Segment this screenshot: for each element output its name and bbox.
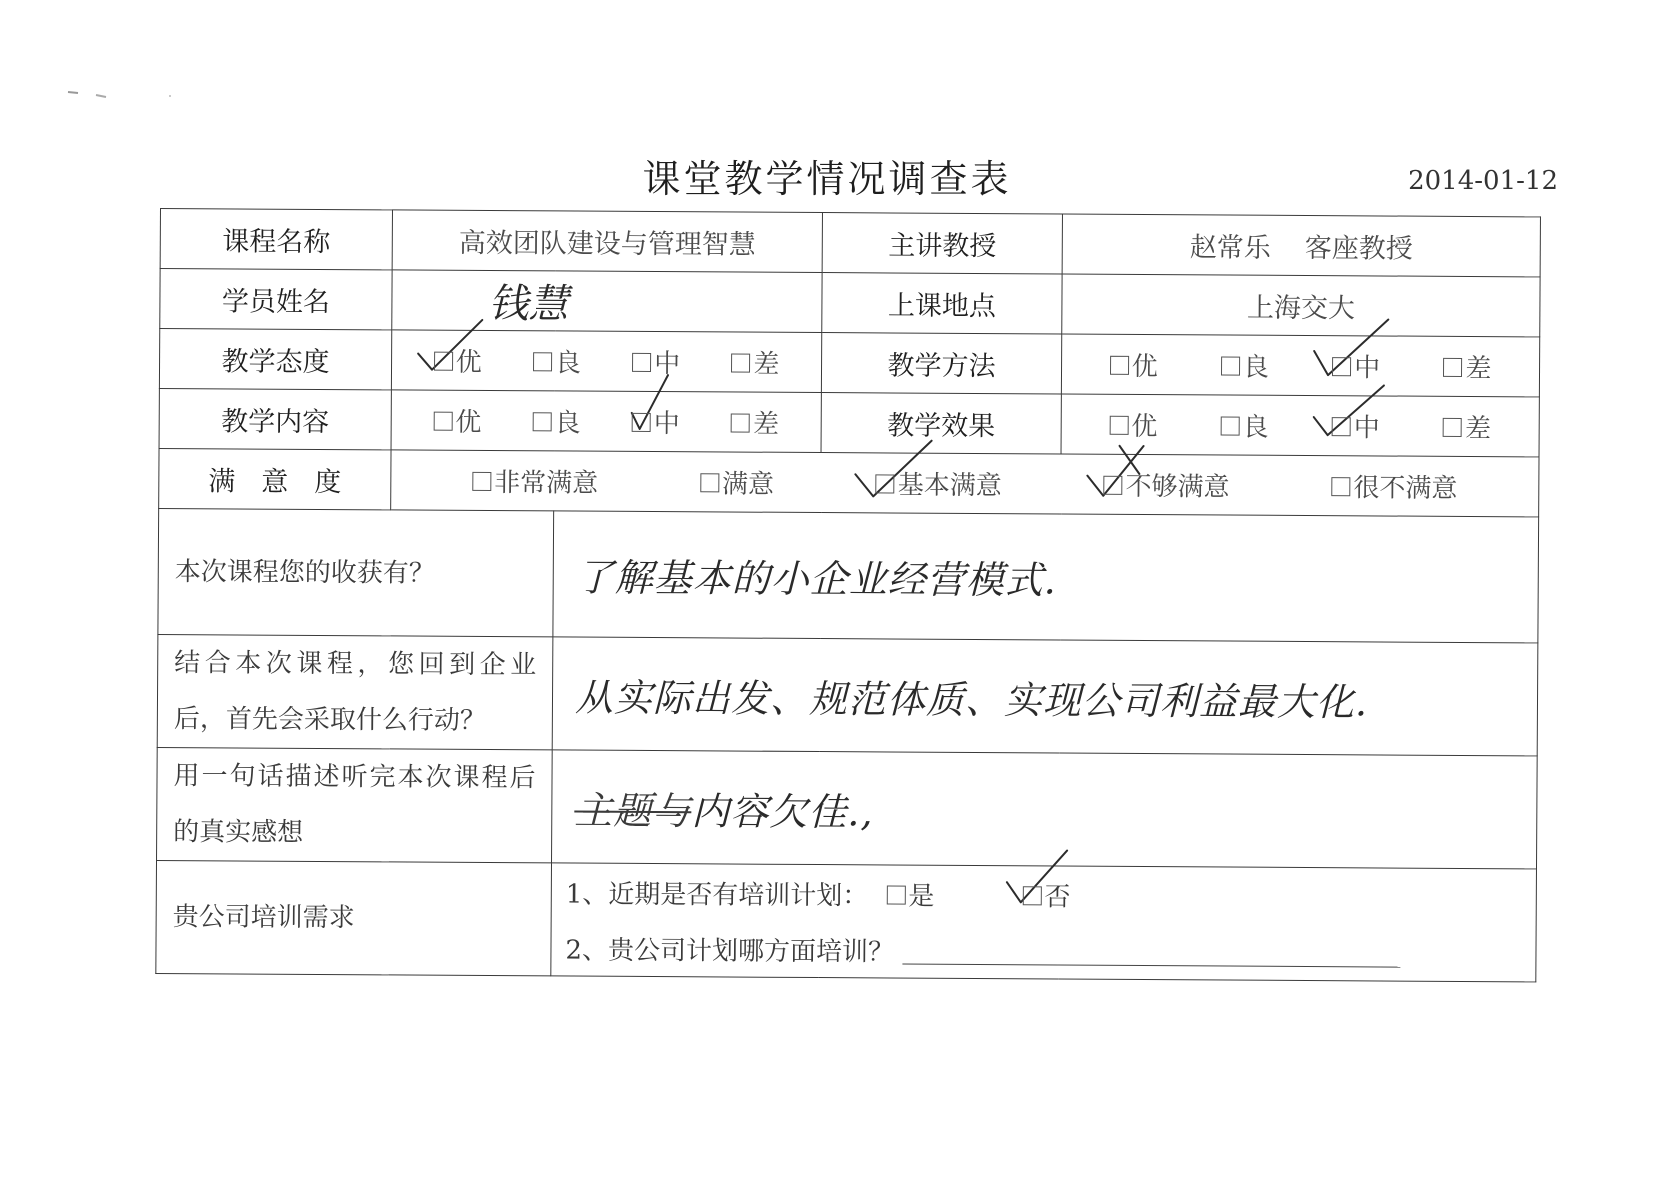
effect-option-3[interactable]: 中: [1332, 407, 1380, 444]
method-option-1[interactable]: 优: [1110, 346, 1158, 383]
checkbox-icon: [700, 473, 719, 492]
row-satisfaction: [159, 448, 1539, 516]
feeling-answer-text: 内容欠佳.,: [691, 788, 874, 834]
scan-speck-marks: [66, 88, 186, 108]
method-option-4[interactable]: 差: [1443, 348, 1491, 385]
satisfaction-option-5[interactable]: 很不满意: [1331, 467, 1457, 505]
training-q2-text: 2、贵公司计划哪方面培训？: [565, 934, 895, 967]
student-name-handwritten: 钱慧: [392, 270, 822, 333]
teaching-method-options: [1061, 334, 1539, 397]
teaching-effect-options: [1061, 394, 1539, 457]
effect-option-2[interactable]: 良: [1220, 406, 1268, 443]
course-name-value: 高效团队建设与管理智慧: [392, 210, 822, 273]
training-q2: [551, 919, 1535, 981]
satisfaction-label: 满意度: [159, 448, 391, 509]
training-needs-answers: [551, 863, 1537, 982]
checkbox-icon: [1220, 416, 1239, 435]
row-action: [157, 634, 1538, 755]
attitude-option-2[interactable]: 良: [533, 342, 581, 379]
form-date: 2014-01-12: [1408, 166, 1558, 196]
checkbox-icon: [1110, 356, 1129, 375]
training-q1-option-no[interactable]: 否: [1022, 876, 1070, 913]
row-student: [160, 269, 1540, 337]
content-option-2[interactable]: 良: [532, 402, 580, 439]
training-q1-text: 1、近期是否有培训计划：: [565, 878, 869, 911]
teaching-method-label: 教学方法: [821, 333, 1061, 394]
checkbox-icon: [1331, 477, 1350, 496]
checkbox-icon: [731, 413, 750, 432]
survey-table: [155, 208, 1541, 982]
survey-sheet: [155, 208, 1540, 1029]
checkbox-icon: [533, 352, 552, 371]
feeling-answer-handwritten: [552, 750, 1538, 869]
lecturer-title: 客座教授: [1304, 232, 1413, 265]
checkbox-icon: [1332, 417, 1351, 436]
checkbox-icon: [632, 413, 651, 432]
satisfaction-option-2[interactable]: 满意: [700, 463, 774, 500]
teaching-content-options: [391, 390, 821, 453]
checkbox-icon: [1104, 476, 1123, 495]
method-option-2[interactable]: 良: [1221, 346, 1269, 383]
effect-option-1[interactable]: 优: [1109, 406, 1157, 443]
gains-answer-handwritten: 了解基本的小企业经营模式.: [553, 511, 1539, 643]
checkbox-icon: [876, 474, 895, 493]
checkbox-icon: [1022, 886, 1041, 905]
effect-option-4[interactable]: 差: [1443, 408, 1491, 445]
training-needs-label: 贵公司培训需求: [156, 860, 552, 975]
content-option-4[interactable]: 差: [731, 403, 779, 440]
checkbox-icon: [533, 412, 552, 431]
student-name-label: 学员姓名: [160, 269, 392, 330]
attitude-option-3[interactable]: 中: [632, 343, 680, 380]
checkbox-icon: [433, 412, 452, 431]
satisfaction-option-1[interactable]: 非常满意: [472, 462, 598, 500]
checkbox-icon: [632, 353, 651, 372]
lecturer-name: 赵常乐: [1189, 232, 1271, 264]
checkbox-icon: [1443, 418, 1462, 437]
feeling-question: 用一句话描述听完本次课程后的真实感想: [157, 747, 553, 862]
method-option-3[interactable]: 中: [1332, 347, 1380, 384]
gains-question: 本次课程您的收获有？: [158, 508, 554, 636]
teaching-attitude-label: 教学态度: [159, 329, 391, 390]
course-name-label: 课程名称: [160, 209, 392, 270]
content-option-3[interactable]: 中: [632, 403, 680, 440]
row-training: [156, 860, 1537, 981]
attitude-option-1[interactable]: 优: [434, 342, 482, 379]
satisfaction-option-4[interactable]: 不够满意: [1103, 466, 1229, 504]
location-value: 上海交大: [1062, 274, 1540, 337]
training-q1-option-yes[interactable]: 是: [886, 875, 934, 912]
checkbox-icon: [472, 472, 491, 491]
row-attitude-method: [159, 329, 1539, 397]
struck-out-text: 主题与: [574, 788, 692, 833]
checkbox-icon: [1221, 356, 1240, 375]
checkbox-icon: [1332, 357, 1351, 376]
action-answer-handwritten: 从实际出发、规范体质、实现公司利益最大化.: [552, 637, 1538, 756]
satisfaction-option-3[interactable]: 基本满意: [876, 464, 1002, 502]
lecturer-label: 主讲教授: [822, 213, 1062, 274]
checkbox-icon: [1109, 416, 1128, 435]
training-q1: [552, 863, 1536, 925]
row-content-effect: [159, 388, 1539, 456]
action-question: 结合本次课程，您回到企业后，首先会采取什么行动？: [157, 634, 553, 749]
checkbox-icon: [1443, 358, 1462, 377]
row-course: [160, 209, 1540, 277]
teaching-attitude-options: [391, 330, 821, 393]
satisfaction-options: [391, 450, 1539, 517]
lecturer-value: [1062, 214, 1540, 277]
training-q2-blank-line[interactable]: [902, 935, 1400, 967]
row-gains: [158, 508, 1539, 642]
content-option-1[interactable]: 优: [433, 402, 481, 439]
form-title: 课堂教学情况调查表: [642, 157, 1012, 201]
attitude-option-4[interactable]: 差: [731, 343, 779, 380]
row-feeling: [157, 747, 1538, 868]
checkbox-icon: [886, 885, 905, 904]
location-label: 上课地点: [822, 273, 1062, 334]
teaching-content-label: 教学内容: [159, 388, 391, 449]
teaching-effect-label: 教学效果: [821, 393, 1061, 454]
checkbox-icon: [731, 353, 750, 372]
checkbox-icon: [434, 352, 453, 371]
